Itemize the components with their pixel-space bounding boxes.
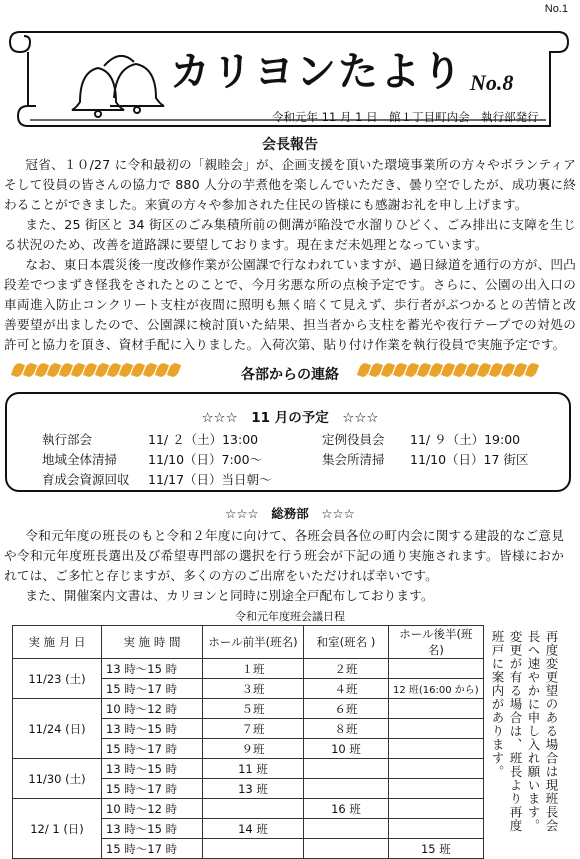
date-cell: 11/24 (日) — [13, 699, 102, 759]
col-header: 実 施 月 日 — [13, 626, 102, 659]
event-name: 育成会資源回収 — [42, 472, 130, 487]
group-cell — [304, 839, 389, 859]
group-cell: １班 — [203, 659, 304, 679]
event-name: 執行部会 — [42, 432, 93, 447]
table-row — [13, 659, 484, 679]
group-cell: 11 班 — [203, 759, 304, 779]
meeting-schedule-table — [12, 625, 484, 859]
event-date: 11/10（日）7:00～ — [148, 452, 263, 467]
time-cell: 13 時～15 時 — [102, 759, 203, 779]
group-cell: 16 班 — [304, 799, 389, 819]
report-paragraph: 冠省、１０/27 に令和最初の「親睦会」が、企画支援を頂いた環境事業所の方々やボランティアそして役員の皆さんの協力で 880 人分の芋煮他を楽しんでいただき、曇り空でしたが、成功裏に終わることができました。来賓の方々や参加された住民の皆様にも感謝お礼を申し上げます。 — [4, 157, 576, 212]
group-cell — [304, 819, 389, 839]
event-date: 11/ ２（土）13:00 — [148, 432, 259, 447]
table-row — [13, 799, 484, 819]
contact-heading: 各部からの連絡 — [241, 367, 339, 383]
time-cell: 15 時～17 時 — [102, 779, 203, 799]
time-cell: 15 時～17 時 — [102, 839, 203, 859]
time-cell: 10 時～12 時 — [102, 799, 203, 819]
group-cell — [389, 819, 484, 839]
group-cell: 13 班 — [203, 779, 304, 799]
schedule-title: ☆☆☆ 11 月の予定 ☆☆☆ — [201, 410, 379, 426]
time-cell: 15 時～17 時 — [102, 679, 203, 699]
col-header: ホール前半(班名) — [203, 626, 304, 659]
group-cell: ４班 — [304, 679, 389, 699]
group-cell: 12 班(16:00 から) — [389, 679, 484, 699]
group-cell: ２班 — [304, 659, 389, 679]
group-cell: ３班 — [203, 679, 304, 699]
soumu-paragraph: また、開催案内文書は、カリヨンと同時に別途全戸配布しております。 — [25, 588, 434, 603]
date-cell: 11/23 (土) — [13, 659, 102, 699]
soumu-heading: ☆☆☆ 総務部 ☆☆☆ — [225, 506, 355, 521]
col-header: 和室(班名 ) — [304, 626, 389, 659]
issue-number: No.8 — [470, 70, 514, 95]
group-cell: ６班 — [304, 699, 389, 719]
time-cell: 13 時～15 時 — [102, 719, 203, 739]
group-cell — [389, 659, 484, 679]
group-cell: ７班 — [203, 719, 304, 739]
table-row — [13, 699, 484, 719]
group-cell: 15 班 — [389, 839, 484, 859]
newsletter-title: カリヨンたより — [170, 49, 464, 95]
report-paragraph: また、25 街区と 34 街区のごみ集積所前の側溝が陥没で水溜りひどく、ごみ排出に支障を生じる状況のため、改善を道路課に要望しております。現在まだ未処理となっています。 — [4, 217, 576, 252]
event-date: 11/17（日）当日朝～ — [148, 472, 272, 487]
table-caption: 令和元年度班会議日程 — [235, 610, 345, 623]
group-cell — [203, 799, 304, 819]
time-cell: 10 時～12 時 — [102, 699, 203, 719]
time-cell: 13 時～15 時 — [102, 659, 203, 679]
event-name: 地域全体清掃 — [42, 452, 118, 467]
soumu-paragraph: 令和元年度の班長のもと令和２年度に向けて、各班会員各位の町内会に関する建設的なご意見や令和元年度班長選出及び希望専門部の選択を行う班会が下記の通り実施されます。皆様におかれては、ご多忙と存じますが、多くの方のご出席をいただければ幸いです。 — [4, 528, 564, 583]
group-cell: ８班 — [304, 719, 389, 739]
time-cell: 13 時～15 時 — [102, 819, 203, 839]
issue-date-line: 令和元年 11 月 1 日 館１丁目町内会 執行部発行 — [272, 110, 539, 124]
group-cell: ５班 — [203, 699, 304, 719]
group-cell: ９班 — [203, 739, 304, 759]
col-header: 実 施 時 間 — [102, 626, 203, 659]
vertical-note: 再度変更望のある場合は現班長会長へ速やかに申し入れ願います。変更が有る場合は、班長より再度班戸に案内があります。 — [490, 630, 559, 833]
leaf-border-icon — [358, 362, 558, 382]
group-cell — [389, 759, 484, 779]
event-name: 定例役員会 — [322, 432, 385, 447]
group-cell — [389, 739, 484, 759]
event-date: 11/ ９（土）19:00 — [410, 432, 521, 447]
time-cell: 15 時～17 時 — [102, 739, 203, 759]
date-cell: 11/30 (土) — [13, 759, 102, 799]
group-cell — [304, 759, 389, 779]
group-cell — [304, 779, 389, 799]
group-cell — [389, 799, 484, 819]
date-cell: 12/ 1 (日) — [13, 799, 102, 859]
table-header-row — [13, 626, 484, 659]
group-cell — [389, 699, 484, 719]
col-header: ホール後半(班名) — [389, 626, 484, 659]
event-name: 集会所清掃 — [322, 452, 385, 467]
group-cell — [389, 719, 484, 739]
report-heading: 会長報告 — [262, 137, 318, 153]
table-row — [13, 759, 484, 779]
report-paragraph: なお、東日本震災後一度改修作業が公園課で行なわれていますが、過日緑道を通行の方が、凹凸段差でつまずき怪我をされたとのことで、今月劣悪な所の点検予定です。さらに、公園の出入口の車両進入防止コンクリート支柱が夜間に照明も無く暗くて見えず、歩行者がぶつかるとの苦情と改善要望が出ましたので、公園課に検討頂いた結果、担当者から支柱を蓄光や夜行テープでの対処の許可と協力を頂き、資材手配に入りました。入荷次第、貼り付け作業を執行役員で実施予定です。 — [4, 257, 576, 352]
group-cell: 10 班 — [304, 739, 389, 759]
group-cell — [389, 779, 484, 799]
bell-icon — [72, 56, 164, 117]
event-date: 11/10（日）17 街区 — [410, 452, 529, 467]
group-cell — [203, 839, 304, 859]
page-number: No.1 — [544, 3, 568, 15]
group-cell: 14 班 — [203, 819, 304, 839]
